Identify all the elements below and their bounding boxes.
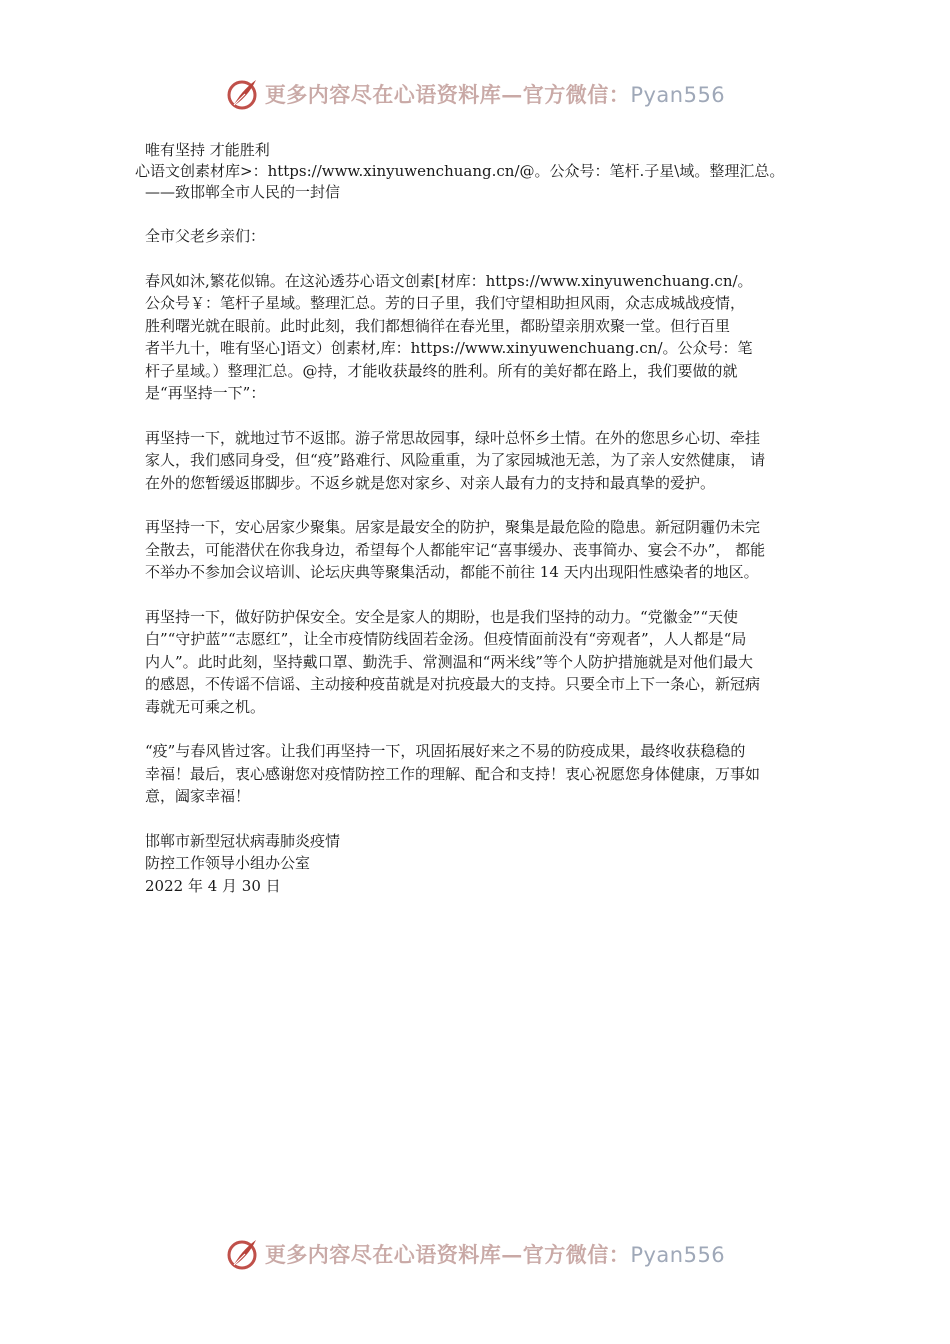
header-banner <box>0 72 950 116</box>
letter-subtitle: ——致邯郸全市人民的一封信 <box>145 183 341 201</box>
banner-text: 更多内容尽在心语资料库—官方微信：Pyan556 <box>264 82 726 107</box>
signature-org-line-2: 防控工作领导小组办公室 <box>145 854 311 872</box>
paragraph-2: 再坚持一下，就地过节不返邯。游子常思故园事，绿叶总怀乡土情。在外的您思乡心切、牵挂 家人，我们感同身受，但“疫”路难行、风险重重，为了家园城池无恙，为了亲人安然健康， 请 在外的您暂缓返邯脚步。不返乡就是您对家乡、对亲人最有力的支持和最真挚的爱护。 <box>145 428 766 492</box>
signature-date: 2022 年 4 月 30 日 <box>145 876 281 895</box>
salutation: 全市父老乡亲们： <box>145 227 266 245</box>
banner-text: 更多内容尽在心语资料库—官方微信：Pyan556 <box>264 1242 726 1267</box>
paragraph-1: 春风如沐,繁花似锦。在这沁透芬心语文创素[材库：https://www.xinyuwenchuang.cn/。 公众号￥：笔杆子星域。整理汇总。芳的日子里，我们守望相助担风雨，众志成城战疫情， 胜利曙光就在眼前。此时此刻，我们都想徜徉在春光里，都盼望亲朋欢聚一堂。但行百里 者半九十，唯有坚心]语文）创素材,库：https://www.xinyuwenchuang.cn/。公众号：笔 杆子星域。）整理汇总。@持，才能收获最终的胜利。所有的美好都在路上，我们要做的就 是“再坚持一下”： <box>145 271 753 402</box>
letter-body <box>135 140 825 897</box>
footer-banner <box>0 1232 950 1276</box>
paragraph-5: “疫”与春风皆过客。让我们再坚持一下，巩固拓展好来之不易的防疫成果，最终收获稳稳的 幸福！最后，衷心感谢您对疫情防控工作的理解、配合和支持！衷心祝愿您身体健康，万事如 意，阖家幸福！ <box>145 742 761 805</box>
source-line: 心语文创素材库>：https://www.xinyuwenchuang.cn/@。公众号：笔杆.子星\域。整理汇总。 <box>135 162 785 180</box>
quill-logo-icon <box>225 1236 261 1272</box>
paragraph-4: 再坚持一下，做好防护保安全。安全是家人的期盼，也是我们坚持的动力。“党徽金”“天使 白”“守护蓝”“志愿红”，让全市疫情防线固若金汤。但疫情面前没有“旁观者”，人人都是“局 内人”。此时此刻，坚持戴口罩、勤洗手、常测温和“两米线”等个人防护措施就是对他们最大 的感恩，不传谣不信谣、主动接种疫苗就是对抗疫最大的支持。只要全市上下一条心，新冠病 毒就无可乘之机。 <box>145 607 761 716</box>
paragraph-3: 再坚持一下，安心居家少聚集。居家是最安全的防护，聚集是最危险的隐患。新冠阴霾仍未完 全散去，可能潜伏在你我身边，希望每个人都能牢记“喜事缓办、丧事简办、宴会不办”， 都能 不举办不参加会议培训、论坛庆典等聚集活动，都能不前往 14 天内出现阳性感染者的地区。 <box>145 518 766 581</box>
signature-org-line-1: 邯郸市新型冠状病毒肺炎疫情 <box>145 831 341 850</box>
letter-title: 唯有坚持 才能胜利 <box>145 141 270 159</box>
quill-logo-icon <box>225 76 261 112</box>
signature-block <box>145 830 825 898</box>
